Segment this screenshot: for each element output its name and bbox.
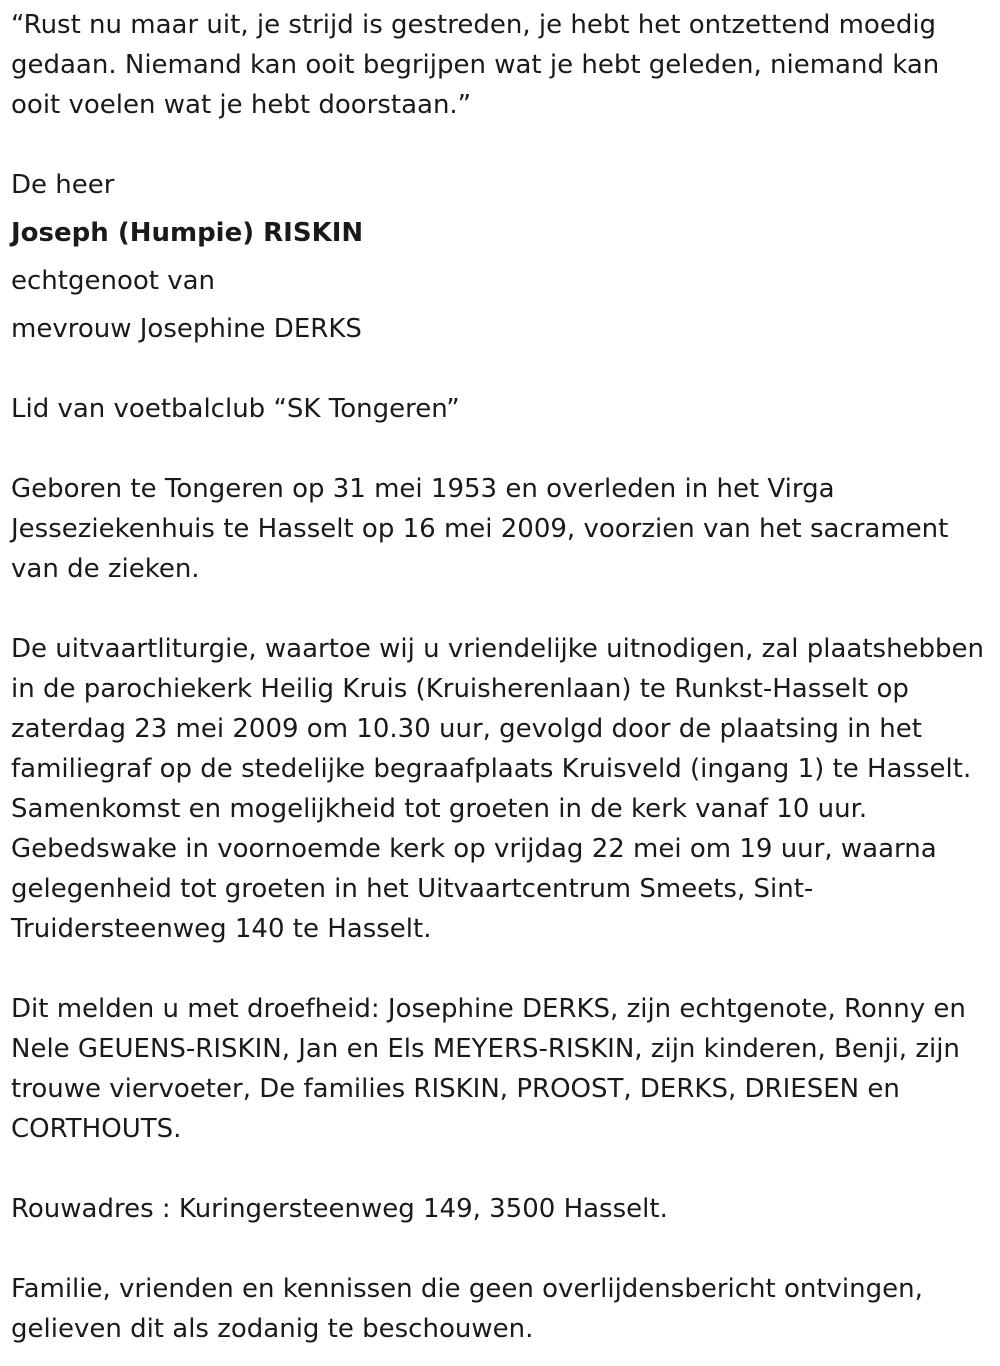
- spouse-name: mevrouw Josephine DERKS: [11, 314, 362, 344]
- spacer: [11, 429, 991, 469]
- closing-paragraph: Familie, vrienden en kennissen die geen overlijdensbericht ontvingen, gelieven dit als zodanig te beschouwen.: [11, 1274, 923, 1344]
- membership: Lid van voetbalclub “SK Tongeren”: [11, 394, 460, 424]
- salutation: De heer: [11, 170, 115, 200]
- spacer: [11, 1229, 991, 1269]
- opening-quote: “Rust nu maar uit, je strijd is gestreden, je hebt het ontzettend moedig gedaan. Niemand kan ooit begrijpen wat je hebt geleden, niemand kan ooit voelen wat je hebt doorstaan.”: [11, 10, 940, 120]
- announcement-paragraph: Dit melden u met droefheid: Josephine DERKS, zijn echtgenote, Ronny en Nele GEUENS-RISKIN, Jan en Els MEYERS-RISKIN, zijn kinderen, Benji, zijn trouwe viervoeter, De families RISKIN, PROOST, DERKS, DRIESEN en CORTHOUTS.: [11, 994, 966, 1144]
- mourning-address: Rouwadres : Kuringersteenweg 149, 3500 Hasselt.: [11, 1194, 668, 1224]
- birth-death-paragraph: Geboren te Tongeren op 31 mei 1953 en overleden in het Virga Jesseziekenhuis te Hasselt op 16 mei 2009, voorzien van het sacrament van de zieken.: [11, 474, 949, 584]
- spacer: [11, 949, 991, 989]
- spacer: [11, 349, 991, 389]
- obituary-text: [11, 5, 991, 1349]
- spacer: [11, 589, 991, 629]
- funeral-paragraph: De uitvaartliturgie, waartoe wij u vriendelijke uitnodigen, zal plaatshebben in de parochiekerk Heilig Kruis (Kruisherenlaan) te Runkst-Hasselt op zaterdag 23 mei 2009 om 10.30 uur, gevolgd door de plaatsing in het familiegraf op de stedelijke begraafplaats Kruisveld (ingang 1) te Hasselt. Samenkomst en mogelijkheid tot groeten in de kerk vanaf 10 uur. Gebedswake in voornoemde kerk op vrijdag 22 mei om 19 uur, waarna gelegenheid tot groeten in het Uitvaartcentrum Smeets, Sint-Truidersteenweg 140 te Hasselt.: [11, 634, 985, 944]
- spouse-intro: echtgenoot van: [11, 266, 216, 296]
- spacer: [11, 125, 991, 165]
- deceased-name: Joseph (Humpie) RISKIN: [11, 218, 364, 248]
- spacer: [11, 1149, 991, 1189]
